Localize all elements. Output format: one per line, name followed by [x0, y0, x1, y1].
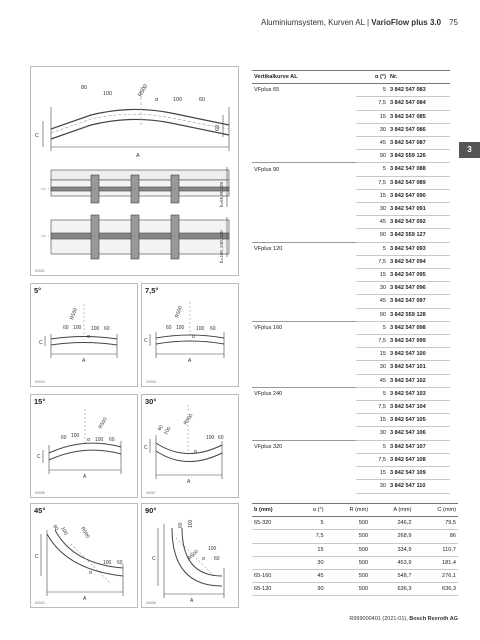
variant-name: VFplus 120	[252, 242, 356, 255]
variant-name	[252, 216, 356, 229]
variant-name	[252, 97, 356, 110]
curve-45-svg	[31, 504, 137, 607]
curve-5-angle: 5°	[34, 286, 42, 295]
c90-alpha: α	[202, 556, 205, 562]
variant-name: VFplus 90	[252, 163, 356, 176]
dim-r500: R500	[137, 83, 150, 98]
variant-name	[252, 229, 356, 242]
part-number: 3 842 547 084	[388, 97, 450, 110]
dim-cell: 65-320	[252, 517, 297, 530]
part-number: 3 842 559 128	[388, 308, 450, 321]
table-row	[252, 84, 450, 97]
variant-name	[252, 110, 356, 123]
part-number: 3 842 547 092	[388, 216, 450, 229]
variant-name	[252, 308, 356, 321]
table-row	[252, 163, 450, 176]
variant-name	[252, 269, 356, 282]
alpha-value: 15	[356, 110, 388, 123]
variant-name	[252, 348, 356, 361]
alpha-value: 15	[356, 189, 388, 202]
variant-name: VFplus 160	[252, 321, 356, 334]
drawing-ref: 00001	[35, 269, 45, 273]
curve-15-svg	[31, 395, 137, 497]
table-row	[252, 176, 450, 189]
c45-100a: 100	[59, 526, 69, 537]
part-number: 3 842 547 089	[388, 176, 450, 189]
order-number-table	[252, 70, 450, 494]
curve-15-angle: 15°	[34, 397, 46, 406]
dim-cell: 500	[326, 543, 371, 556]
order-col-type: Vertikalkurve AL	[252, 71, 356, 84]
table-row	[252, 321, 450, 334]
dim-cell: 86	[413, 530, 458, 543]
dim-cell: 246,2	[370, 517, 413, 530]
curve-45-angle: 45°	[34, 506, 46, 515]
c90-a: A	[190, 598, 194, 604]
alpha-value: 5	[356, 84, 388, 97]
dim-col-a: A (mm)	[370, 504, 413, 517]
dim-col-c: C (mm)	[413, 504, 458, 517]
dim-cell: 7,5	[297, 530, 326, 543]
c30-60a: 60	[156, 424, 165, 433]
c45-alpha: α	[89, 570, 92, 576]
c30-c: C	[144, 445, 148, 451]
part-number: 3 842 547 083	[388, 84, 450, 97]
c5-c: C	[39, 340, 43, 346]
c30-100a: 100	[162, 425, 173, 437]
curve-7-5-drawing	[141, 283, 239, 387]
dim-cell: 65-160	[252, 570, 297, 583]
table-row	[252, 361, 450, 374]
page-number: 75	[449, 18, 458, 27]
alpha-value: 15	[356, 467, 388, 480]
alpha-value: 45	[356, 216, 388, 229]
dim-col-alpha: α (°)	[297, 504, 326, 517]
alpha-value: 7,5	[356, 335, 388, 348]
alpha-value: 30	[356, 361, 388, 374]
table-row	[252, 556, 458, 569]
alpha-value: 45	[356, 295, 388, 308]
dim-col-r: R (mm)	[326, 504, 371, 517]
dim-cell: 90	[297, 583, 326, 596]
c45-60a: 60	[51, 524, 60, 532]
alpha-value: 90	[356, 308, 388, 321]
alpha-value: 7,5	[356, 453, 388, 466]
dim-b-large: b=160, 240, 320	[219, 230, 224, 263]
footer-code: R999000401 (2021-01),	[349, 616, 410, 622]
order-col-nr: Nr.	[388, 71, 450, 84]
variant-name	[252, 335, 356, 348]
main-drawing-svg	[31, 67, 238, 275]
c15-r500: R500	[97, 416, 109, 430]
variant-name	[252, 255, 356, 268]
c30-a: A	[187, 479, 191, 485]
c90-60a: 60	[178, 522, 184, 528]
table-row	[252, 269, 450, 282]
curve-15-drawing	[30, 394, 138, 498]
dim-cell: 15	[297, 543, 326, 556]
c5-60b: 60	[104, 326, 110, 332]
part-number: 3 842 559 126	[388, 150, 450, 163]
part-number: 3 842 547 100	[388, 348, 450, 361]
curve-45-drawing	[30, 503, 138, 608]
alpha-value: 5	[356, 242, 388, 255]
c30-60b: 60	[218, 435, 224, 441]
table-row	[252, 123, 450, 136]
table-row	[252, 414, 450, 427]
part-number: 3 842 547 085	[388, 110, 450, 123]
variant-name	[252, 123, 356, 136]
header-product: VarioFlow plus 3.0	[371, 18, 442, 27]
table-row	[252, 308, 450, 321]
part-number: 3 842 547 108	[388, 453, 450, 466]
curve-30-angle: 30°	[145, 397, 157, 406]
c75-100a: 100	[176, 325, 185, 331]
dim-80: 80	[81, 85, 88, 91]
dimension-table	[252, 503, 458, 596]
table-row	[252, 570, 458, 583]
variant-name	[252, 361, 356, 374]
c15-c: C	[37, 454, 41, 460]
dim-a: A	[136, 153, 140, 159]
page-footer	[349, 616, 458, 622]
curve-90-svg	[142, 504, 238, 607]
alpha-value: 90	[356, 150, 388, 163]
variant-name	[252, 203, 356, 216]
curve-30-ref: 00007	[146, 491, 156, 495]
part-number: 3 842 547 098	[388, 321, 450, 334]
curve-15-ref: 00005	[35, 491, 45, 495]
variant-name	[252, 467, 356, 480]
dim-100b: 100	[173, 97, 183, 103]
c5-60a: 60	[63, 325, 69, 331]
dim-cell	[252, 543, 297, 556]
table-row	[252, 401, 450, 414]
part-number: 3 842 547 087	[388, 137, 450, 150]
c30-r500: R500	[182, 412, 195, 427]
dim-cell: 5	[297, 517, 326, 530]
table-row	[252, 543, 458, 556]
curve-7-5-ref: 00004	[146, 380, 156, 384]
header-title: Aluminiumsystem, Kurven AL |	[261, 18, 372, 27]
dim-cell: 30	[297, 556, 326, 569]
table-row	[252, 97, 450, 110]
part-number: 3 842 547 101	[388, 361, 450, 374]
table-row	[252, 242, 450, 255]
dim-cell: 500	[326, 530, 371, 543]
alpha-value: 7,5	[356, 176, 388, 189]
curve-5-drawing	[30, 283, 138, 387]
part-number: 3 842 559 127	[388, 229, 450, 242]
table-row	[252, 137, 450, 150]
part-number: 3 842 547 096	[388, 282, 450, 295]
table-row	[252, 427, 450, 440]
alpha-value: 15	[356, 414, 388, 427]
table-row	[252, 440, 450, 453]
dim-cell: 548,7	[370, 570, 413, 583]
alpha-value: 30	[356, 282, 388, 295]
part-number: 3 842 547 095	[388, 269, 450, 282]
curve-90-ref: 00006	[146, 601, 156, 605]
c90-c: C	[152, 556, 156, 562]
alpha-value: 5	[356, 440, 388, 453]
c75-60a: 60	[166, 325, 172, 331]
c15-100b: 100	[95, 437, 104, 443]
curve-90-drawing	[141, 503, 239, 608]
c45-a: A	[83, 596, 87, 602]
c90-100b: 100	[208, 546, 217, 552]
c5-a: A	[82, 358, 86, 364]
main-drawing	[30, 66, 239, 276]
dim-cell: 636,3	[413, 583, 458, 596]
variant-name	[252, 414, 356, 427]
variant-name	[252, 453, 356, 466]
part-number: 3 842 547 091	[388, 203, 450, 216]
curve-30-drawing	[141, 394, 239, 498]
c15-60b: 60	[109, 437, 115, 443]
part-number: 3 842 547 086	[388, 123, 450, 136]
c75-60b: 60	[210, 326, 216, 332]
table-row	[252, 374, 450, 387]
table-row	[252, 150, 450, 163]
dim-cell: 110,7	[413, 543, 458, 556]
alpha-value: 7,5	[356, 255, 388, 268]
table-row	[252, 189, 450, 202]
c75-r500: R500	[174, 305, 184, 319]
dim-cell: 65-120	[252, 583, 297, 596]
part-number: 3 842 547 090	[388, 189, 450, 202]
table-row	[252, 255, 450, 268]
curve-45-ref: 00002	[35, 601, 45, 605]
table-row	[252, 530, 458, 543]
alpha-value: 15	[356, 269, 388, 282]
c45-60b: 60	[117, 560, 123, 566]
dim-cell: 334,9	[370, 543, 413, 556]
alpha-value: 30	[356, 427, 388, 440]
curve-7-5-svg	[142, 284, 238, 386]
c45-c: C	[35, 554, 39, 560]
part-number: 3 842 547 107	[388, 440, 450, 453]
variant-name	[252, 401, 356, 414]
variant-name	[252, 374, 356, 387]
page-header	[261, 18, 458, 27]
table-row	[252, 387, 450, 400]
part-number: 3 842 547 102	[388, 374, 450, 387]
dim-alpha: α	[155, 97, 159, 103]
part-number: 3 842 547 106	[388, 427, 450, 440]
c5-100a: 100	[73, 325, 82, 331]
c45-r500: R500	[79, 526, 91, 540]
dim-cell: 181,4	[413, 556, 458, 569]
alpha-value: 30	[356, 480, 388, 493]
part-number: 3 842 547 099	[388, 335, 450, 348]
curve-5-ref: 00003	[35, 380, 45, 384]
c75-100b: 100	[196, 326, 205, 332]
c75-alpha: α	[192, 334, 195, 340]
variant-name: VFplus 65	[254, 87, 280, 94]
alpha-value: 30	[356, 203, 388, 216]
alpha-value: 45	[356, 137, 388, 150]
table-row	[252, 453, 450, 466]
c45-100b: 100	[103, 560, 112, 566]
dim-cell: 45	[297, 570, 326, 583]
alpha-value: 5	[356, 163, 388, 176]
dim-cell: 500	[326, 583, 371, 596]
curve-90-angle: 90°	[145, 506, 157, 515]
alpha-value: 45	[356, 374, 388, 387]
alpha-value: 90	[356, 229, 388, 242]
footer-brand: Bosch Rexroth AG	[409, 616, 458, 622]
table-row	[252, 295, 450, 308]
table-row	[252, 216, 450, 229]
variant-name	[252, 282, 356, 295]
table-row	[252, 203, 450, 216]
alpha-value: 7,5	[356, 401, 388, 414]
variant-name: VFplus 240	[252, 387, 356, 400]
c5-alpha: α	[87, 334, 90, 340]
c15-60a: 60	[61, 435, 67, 441]
dimension-table-body	[252, 517, 458, 596]
table-row	[252, 110, 450, 123]
dim-col-b: b (mm)	[252, 504, 297, 517]
dim-cell: 500	[326, 556, 371, 569]
dim-c: C	[35, 133, 39, 139]
variant-name	[252, 480, 356, 493]
c15-a: A	[83, 474, 87, 480]
variant-name	[252, 150, 356, 163]
c30-alpha: α	[194, 449, 197, 455]
table-row	[252, 467, 450, 480]
c90-100a: 100	[188, 519, 194, 528]
part-number: 3 842 547 103	[388, 387, 450, 400]
c90-r500: R500	[187, 548, 200, 562]
alpha-value: 30	[356, 123, 388, 136]
c5-100b: 100	[91, 326, 100, 332]
curve-30-svg	[142, 395, 238, 497]
alpha-value: 15	[356, 348, 388, 361]
curve-7-5-angle: 7,5°	[145, 286, 159, 295]
dim-cell: 636,3	[370, 583, 413, 596]
table-row	[252, 335, 450, 348]
c15-100a: 100	[71, 433, 80, 439]
curve-5-svg	[31, 284, 137, 386]
dim-60: 60	[199, 97, 206, 103]
table-row	[252, 480, 450, 493]
c30-100b: 100	[206, 435, 215, 441]
table-row	[252, 583, 458, 596]
dim-cell	[252, 556, 297, 569]
part-number: 3 842 547 093	[388, 242, 450, 255]
table-row	[252, 517, 458, 530]
variant-name	[252, 137, 356, 150]
c5-r500: R500	[69, 307, 79, 321]
alpha-value: 7,5	[356, 97, 388, 110]
dim-cell: 453,9	[370, 556, 413, 569]
part-number: 3 842 547 104	[388, 401, 450, 414]
variant-name	[252, 427, 356, 440]
dim-b-small: b=65,90,120	[219, 181, 224, 207]
dim-cell: 79,5	[413, 517, 458, 530]
order-table-body	[252, 84, 450, 493]
c75-a: A	[188, 358, 192, 364]
dim-100a: 100	[103, 91, 113, 97]
alpha-value: 5	[356, 321, 388, 334]
dim-cell: 500	[326, 570, 371, 583]
table-row	[252, 348, 450, 361]
variant-name	[252, 295, 356, 308]
chapter-tab[interactable]: 3	[459, 142, 480, 158]
part-number: 3 842 547 110	[388, 480, 450, 493]
dim-cell: 276,1	[413, 570, 458, 583]
part-number: 3 842 547 088	[388, 163, 450, 176]
variant-name: VFplus 320	[252, 440, 356, 453]
dim-cell: 268,9	[370, 530, 413, 543]
table-row	[252, 282, 450, 295]
dim-cell: 500	[326, 517, 371, 530]
order-col-alpha: α (°)	[356, 71, 388, 84]
variant-name	[252, 176, 356, 189]
part-number: 3 842 547 094	[388, 255, 450, 268]
c75-c: C	[144, 338, 148, 344]
part-number: 3 842 547 097	[388, 295, 450, 308]
part-number: 3 842 547 105	[388, 414, 450, 427]
part-number: 3 842 547 109	[388, 467, 450, 480]
alpha-value: 5	[356, 387, 388, 400]
c15-alpha: α	[87, 437, 90, 443]
c90-60b: 60	[214, 556, 220, 562]
table-row	[252, 229, 450, 242]
dim-cell	[252, 530, 297, 543]
dim-69: 69	[215, 124, 221, 131]
variant-name	[252, 189, 356, 202]
